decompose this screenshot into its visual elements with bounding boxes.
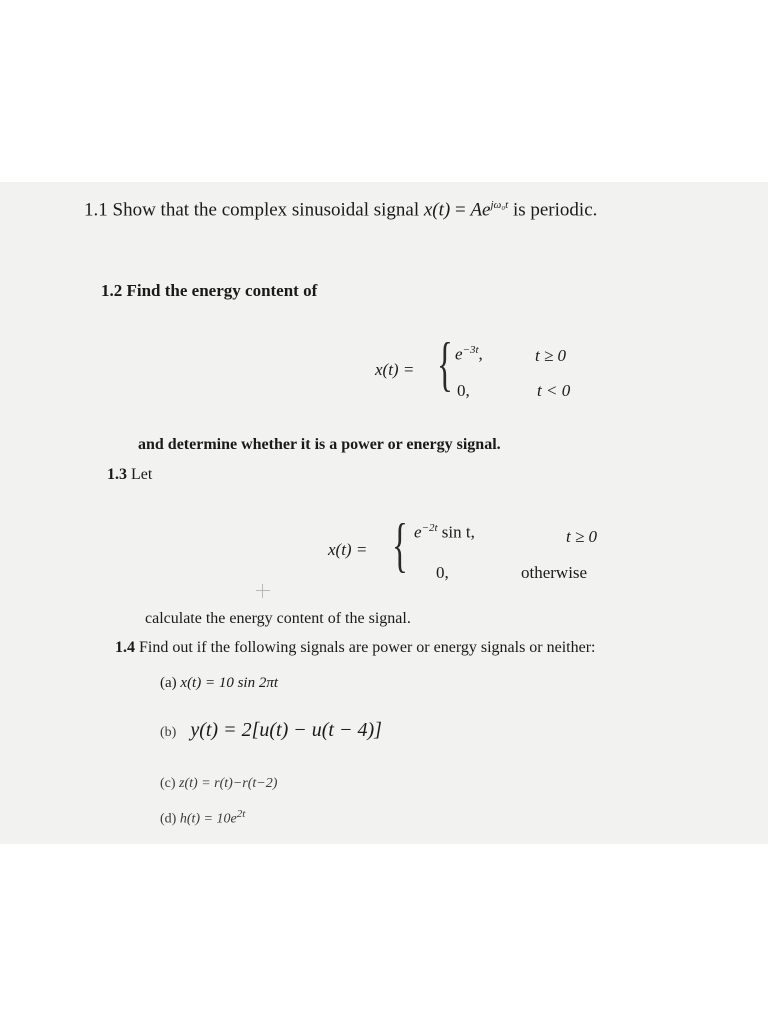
item-expression: y(t) = 2[u(t) − u(t − 4)] [190,719,382,741]
piecewise-brace: { [437,331,453,397]
problem-number: 1.4 [115,639,135,656]
item-expression-exponent: 2t [236,808,246,820]
equals-sign: = [454,199,466,221]
item-label: (c) [160,776,176,791]
item-expression: x(t) = 10 sin 2πt [180,675,279,691]
item-b [160,719,382,742]
item-d [160,808,245,828]
case-2-value: 0, [436,563,449,582]
problem-1-4-heading [115,639,596,657]
problem-1-2-followup: and determine whether it is a power or energy signal. [138,436,501,453]
signal-expression-base: Ae [470,199,491,221]
problem-text: Let [131,466,153,483]
piecewise-lhs: x(t) = [328,540,368,559]
item-expression-base: h(t) = 10e [179,811,237,827]
case-1-exponent: −3t [462,344,479,356]
case-2-condition: t < 0 [537,381,571,400]
case-2-condition: otherwise [521,563,588,582]
item-label: (b) [160,725,177,740]
problem-number: 1.2 [101,281,123,300]
item-expression: z(t) = r(t)−r(t−2) [179,776,278,791]
problem-number: 1.3 [107,466,127,483]
case-1-exponent: −2t [421,522,438,534]
case-1-expression [414,522,475,543]
case-1-base: e [414,522,422,542]
problem-text: Show that the complex sinusoidal signal [112,199,420,221]
signal-function: x(t) [423,199,451,221]
case-1-base: e [455,344,463,364]
case-1-condition: t ≥ 0 [535,346,567,365]
problem-1-1 [84,199,597,221]
case-1-function: sin t, [441,522,475,542]
item-label: (a) [160,675,177,691]
problem-number: 1.1 [84,199,108,221]
problem-text: Find the energy content of [126,281,318,300]
item-a [160,675,278,692]
piecewise-brace: { [392,512,408,578]
problem-text-tail: is periodic. [512,199,598,221]
signal-expression-exponent: jω₀t [490,199,509,211]
piecewise-lhs: x(t) = [375,360,415,379]
problem-1-3-followup: calculate the energy content of the signal. [145,610,411,627]
item-label: (d) [160,811,177,827]
problem-text: Find out if the following signals are power or energy signals or neither: [139,639,596,656]
problem-1-2-heading [101,281,317,301]
cursor-crosshair-icon [256,584,270,598]
case-1-condition: t ≥ 0 [566,527,598,546]
case-1-expression [455,344,483,365]
item-c [160,776,277,792]
case-2-value: 0, [457,381,470,400]
case-1-comma: , [478,344,483,364]
problem-1-3-heading [107,466,152,484]
